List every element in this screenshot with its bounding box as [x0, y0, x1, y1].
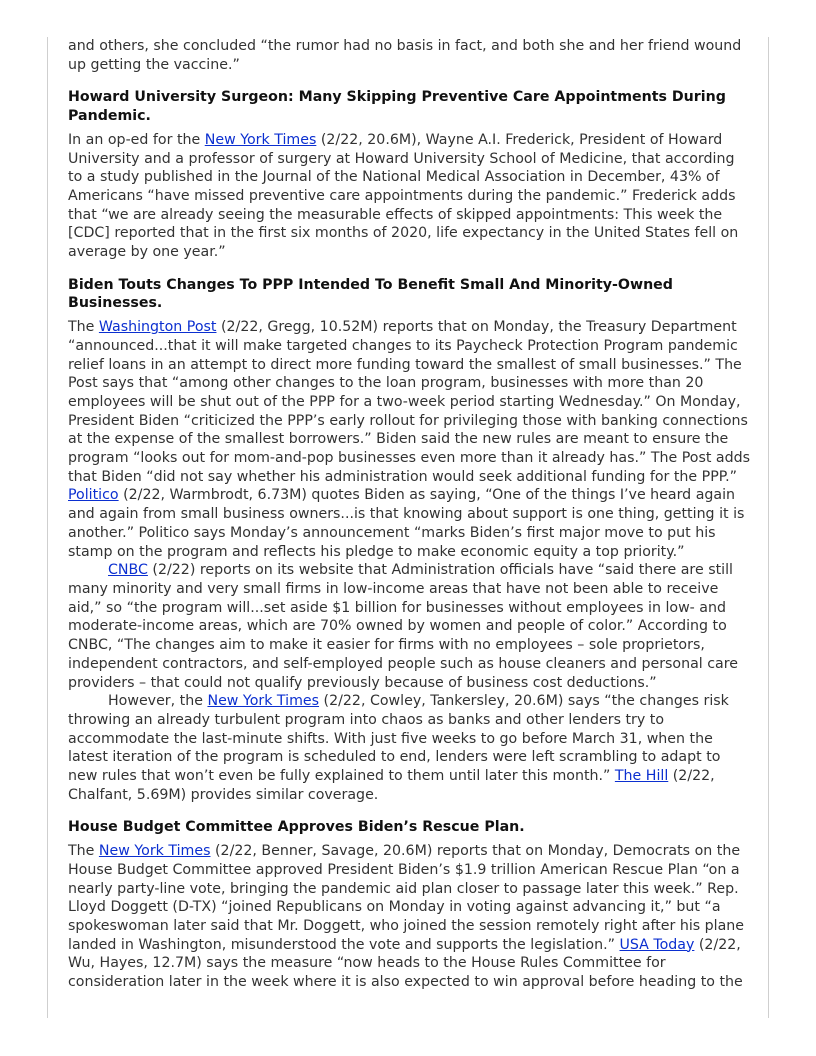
intro-paragraph: and others, she concluded “the rumor had no basis in fact, and both she and her friend wound up getting the vaccine.” — [68, 38, 742, 73]
right-margin-rule — [768, 37, 769, 1018]
source-link-washington-post[interactable]: Washington Post — [98, 319, 217, 336]
source-link-nyt[interactable]: New York Times — [207, 693, 320, 710]
source-link-nyt[interactable]: New York Times — [98, 843, 211, 860]
article-paragraph: The Washington Post (2/22, Gregg, 10.52M) reports that on Monday, the Treasury Department “announced...that it will make targeted changes to its Paycheck Protection Program pandemic relief loans in an attempt to direct more funding toward the smallest of small businesses.” The Post says that “among other changes to the loan program, businesses with more than 20 employees will be shut out of the PPP for a two-week period starting Wednesday.” On Monday, President Biden “criticized the PPP’s early rollout for privileging those with banking connections at the expense of the smallest borrowers.” Biden said the new rules are meant to ensure the program “looks out for mom-and-pop businesses even more than it already has.” The Post adds that Biden “did not say whether his administration would seek additional funding for the PPP.” Politico (2/22, Warmbrodt, 6.73M) quotes Biden as saying, “One of the things I’ve heard again and again from small business owners...is that knowing about support is one thing, getting it is another.” Politico says Monday’s announcement “marks Biden’s first major move to put his stamp on the program and reflects his pledge to make economic equity a top priority.” — [68, 319, 751, 560]
article-headline-budget: House Budget Committee Approves Biden’s Rescue Plan. — [68, 819, 525, 836]
source-link-usa-today[interactable]: USA Today — [619, 936, 695, 953]
source-link-politico[interactable]: Politico — [68, 487, 119, 504]
article-paragraph: The New York Times (2/22, Benner, Savage, 20.6M) reports that on Monday, Democrats on the House Budget Committee approved President Biden’s $1.9 trillion American Rescue Plan “on a nearly party-line vote, bringing the pandemic aid plan closer to passage later this week.” Rep. Lloyd Doggett (D-TX) “joined Republicans on Monday in voting against advancing it,” but “a spokeswoman later said that Mr. Doggett, who joined the session remotely right after his plane landed in Washington, misunderstood the vote and supports the legislation.” USA Today (2/22, Wu, Hayes, 12.7M) says the measure “now heads to the House Rules Committee for consideration later in the week where it is also expected to win approval before heading to the — [68, 843, 745, 991]
source-link-the-hill[interactable]: The Hill — [614, 768, 669, 785]
document-body — [68, 37, 752, 992]
source-link-cnbc[interactable]: CNBC — [108, 562, 148, 579]
left-margin-rule — [47, 37, 48, 1018]
source-link-nyt[interactable]: New York Times — [204, 131, 317, 148]
article-headline-howard: Howard University Surgeon: Many Skipping Preventive Care Appointments During Pandemic. — [68, 89, 726, 125]
article-paragraph: CNBC (2/22) reports on its website that Administration officials have “said there are still many minority and very small firms in low-income areas that have not been able to receive aid,” so “the program will...set aside $1 billion for businesses without employees in low- and moderate-income areas, which are 70% owned by women and people of color.” According to CNBC, “The changes aim to make it easier for firms with no employees – sole proprietors, independent contractors, and self-employed people such as house cleaners and personal care providers – that could not qualify previously because of business cost deductions.” — [68, 562, 738, 691]
article-paragraph: However, the New York Times (2/22, Cowley, Tankersley, 20.6M) says “the changes risk throwing an already turbulent program into chaos as banks and other lenders try to accommodate the last-minute shifts. With just five weeks to go before March 31, when the latest iteration of the program is scheduled to end, lenders were left scrambling to adapt to new rules that won’t even be fully explained to them until later this month.” The Hill (2/22, Chalfant, 5.69M) provides similar coverage. — [68, 693, 729, 803]
article-headline-ppp: Biden Touts Changes To PPP Intended To Benefit Small And Minority-Owned Businesses. — [68, 276, 673, 312]
article-paragraph: In an op-ed for the New York Times (2/22, 20.6M), Wayne A.I. Frederick, President of Howard University and a professor of surgery at Howard University School of Medicine, that according to a study published in the Journal of the National Medical Association in December, 43% of Americans “have missed preventive care appointments during the pandemic.” Frederick adds that “we are already seeing the measurable effects of skipped appointments: This week the [CDC] reported that in the first six months of 2020, life expectancy in the United States fell on average by one year.” — [68, 131, 739, 261]
